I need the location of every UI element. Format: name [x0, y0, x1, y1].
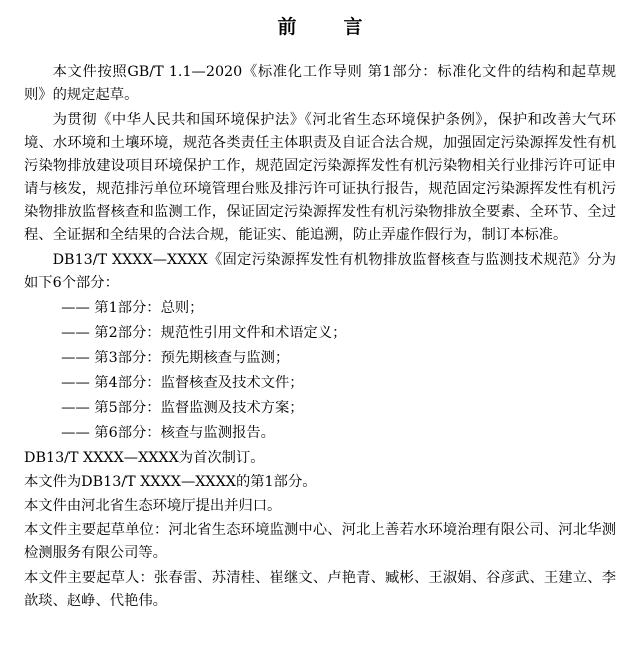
parts-list — [24, 297, 616, 445]
list-item: —— 第3部分：预先期核查与监测； — [61, 350, 290, 366]
page-title: 前 言 — [277, 16, 377, 38]
paragraph-first-issue: DB13/T XXXX—XXXX为首次制订。 — [24, 450, 265, 466]
paragraph-parts-intro: DB13/T XXXX—XXXX《固定污染源挥发性有机物排放监督核查与监测技术规范》分为如下6个部分： — [24, 252, 616, 291]
paragraph-drafting-organizations: 本文件主要起草单位：河北省生态环境监测中心、河北上善若水环境治理有限公司、河北华测检测服务有限公司等。 — [24, 522, 616, 561]
list-item: —— 第1部分：总则； — [61, 300, 204, 316]
paragraph-purpose: 为贯彻《中华人民共和国环境保护法》《河北省生态环境保护条例》，保护和改善大气环境、水环境和土壤环境，规范各类责任主体职责及自证合法合规，加强固定污染源挥发性有机污染物排放建设项目环境保护工作，规范固定污染源挥发性有机污染物相关行业排污许可证申请与核发，规范排污单位环境管理台账及排污许可证执行报告，规范固定污染源挥发性有机污染物排放监督核查和监测工作，保证固定污染源挥发性有机污染物排放全要素、全环节、全过程、全证据和全结果的合法合规，能证实、能追溯，防止弄虚作假行为，制订本标准。 — [24, 112, 616, 243]
paragraph-this-part: 本文件为DB13/T XXXX—XXXX的第1部分。 — [24, 474, 317, 490]
list-item: —— 第5部分：监督监测及技术方案； — [61, 400, 304, 416]
list-item: —— 第4部分：监督核查及技术文件； — [61, 375, 304, 391]
list-item: —— 第2部分：规范性引用文件和术语定义； — [61, 325, 347, 341]
document-body — [0, 39, 640, 613]
paragraph-proposing-authority: 本文件由河北省生态环境厅提出并归口。 — [24, 498, 282, 514]
paragraph-standard-basis: 本文件按照GB/T 1.1—2020《标准化工作导则 第1部分：标准化文件的结构和起草规则》的规定起草。 — [24, 64, 616, 103]
paragraph-drafting-persons: 本文件主要起草人：张春雷、苏清桂、崔继文、卢艳青、臧彬、王淑娟、谷彦武、王建立、李歆琰、赵峥、代艳伟。 — [24, 570, 616, 609]
list-item: —— 第6部分：核查与监测报告。 — [61, 425, 275, 441]
